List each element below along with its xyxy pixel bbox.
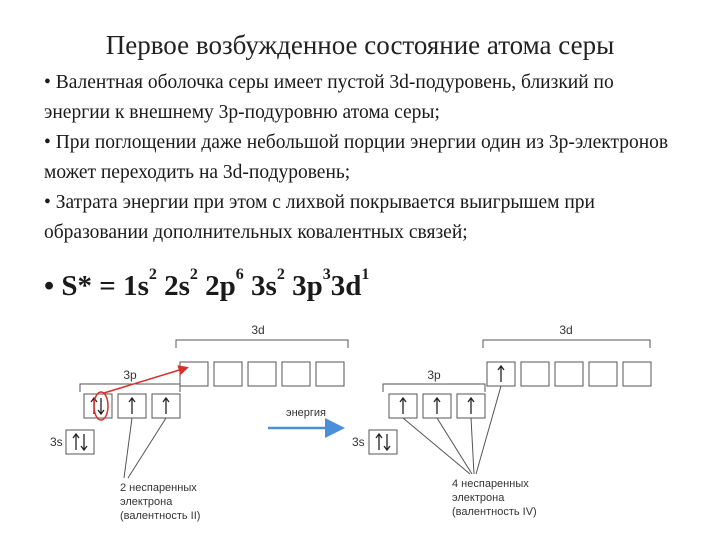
electron-arrows-3d <box>498 366 504 382</box>
left-note-line: 2 неспаренных <box>120 482 197 494</box>
formula-prefix: • S* = <box>44 270 124 302</box>
orbital-box-3d <box>180 362 208 386</box>
orbital-box-3d <box>282 362 310 386</box>
formula-term: 3p <box>292 270 323 302</box>
formula-exponent: 3 <box>322 266 331 283</box>
formula-exponent: 2 <box>148 266 157 283</box>
orbital-box-3d <box>248 362 276 386</box>
electron-arrows-3p <box>91 398 169 414</box>
pointer-line <box>476 386 501 474</box>
slide-title: Первое возбужденное состояние атома серы <box>105 30 615 60</box>
bracket-3p <box>383 384 485 392</box>
electron-arrows-3s <box>376 434 390 450</box>
formula-exponent: 2 <box>276 266 285 283</box>
formula-exponent: 6 <box>235 266 244 283</box>
bracket-3d <box>176 340 348 348</box>
orbital-box-3s <box>66 430 94 454</box>
orbital-box-3d <box>555 362 583 386</box>
bullet-item: • Валентная оболочка серы имеет пустой 3d-подуровень, близкий по энергии к внешнему 3р-подуровню атома серы; <box>44 72 614 123</box>
bullet-item: • Затрата энергии при этом с лихвой покрывается выигрышем при образовании дополнительных ковалентных связей; <box>44 192 595 243</box>
excited-state-diagram <box>352 323 651 474</box>
formula-term: 3d <box>330 270 362 302</box>
transition-arrow <box>104 368 186 393</box>
pointer-line <box>403 418 470 474</box>
orbital-box-3d <box>589 362 617 386</box>
ground-state-diagram <box>50 323 348 478</box>
pointer-line <box>128 418 166 478</box>
pointer-line <box>471 418 474 474</box>
bullet-item: • При поглощении даже небольшой порции энергии один из 3р-электронов может переходить на 3d-подуровень; <box>44 132 669 183</box>
label-3s: 3s <box>50 435 63 449</box>
label-3p: 3p <box>123 368 137 382</box>
right-note-line: 4 неспаренных <box>452 478 529 490</box>
formula-term: 2s <box>164 270 190 302</box>
formula-exponent: 1 <box>361 266 370 283</box>
pointer-line <box>124 418 132 478</box>
label-3d: 3d <box>251 323 265 337</box>
right-note-line: (валентность IV) <box>452 506 537 518</box>
formula-term: 1s <box>123 270 149 302</box>
orbital-box-3d <box>521 362 549 386</box>
right-note-line: электрона <box>452 492 505 504</box>
orbital-box-3d <box>623 362 651 386</box>
left-note-line: электрона <box>120 496 173 508</box>
electron-arrows-3p <box>400 398 474 414</box>
orbital-box-3s <box>369 430 397 454</box>
formula-term: 3s <box>251 270 277 302</box>
label-3d: 3d <box>559 323 573 337</box>
orbital-box-3d <box>316 362 344 386</box>
electron-arrows-3s <box>73 434 87 450</box>
pointer-line <box>437 418 472 474</box>
orbital-box-3d <box>214 362 242 386</box>
bracket-3d <box>483 340 650 348</box>
left-note-line: (валентность II) <box>120 510 201 522</box>
energy-label: энергия <box>285 407 327 419</box>
formula-term: 2p <box>205 270 236 302</box>
formula-exponent: 2 <box>189 266 198 283</box>
label-3p: 3p <box>427 368 441 382</box>
label-3s: 3s <box>352 435 365 449</box>
